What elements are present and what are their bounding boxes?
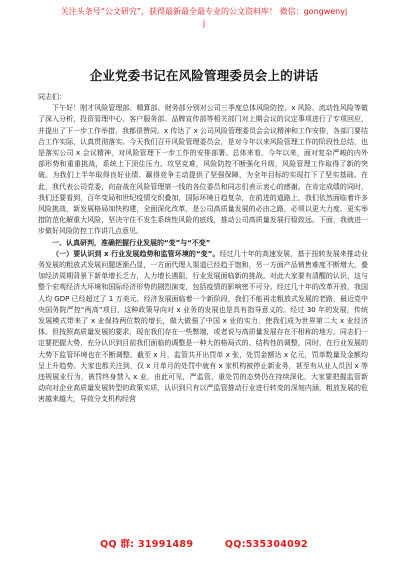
subsection-1-title: （一）要认识到 x 行业发展趋势和监管环境的“变”。 <box>52 249 220 258</box>
subsection-1 <box>38 249 368 406</box>
paragraph-opening: 下午好！刚才风险管理部、精算部、财务部分别对公司三季度总体风险防控、x 风险、流动性风险等做了深入分析，投资管理中心、客户服务部、品牌宣传部等相关部门对上期会议的议定事项进行了专项回应，并提出了下一步工作举措，我都很赞同。x 传达了 x 公司风险管理委员会会议精神和工作安排，各部门要结合工作实际，认真贯彻落实。今天我们召开风险管理委员会，是对今年以来风险管理工作的阶段性总结，也是落实公司 x 会议精神，对风险管理下一步工作的安排部署。总体来看，今年以来，面对复杂严峻的内外部形势和重重挑战，系统上下顶住压力、攻坚克难，风险防控不断强化升级，风险管理工作取得了新的突破。为我们上半年取得良好业绩、赢得竞争主动提供了坚强保障，为全年目标的实现打下了坚实基础。在此，我代表公司党委，向奋战在风险管理第一线的各位委员和同志们表示衷心的感谢。在肯定成绩的同时，我们还要看到，百年变局和世纪疫情交织叠加，国际环境日趋复杂，在前进的道路上，我们依然面临着许多风险挑战，新发展格局加快构建，全面深化改革，是公司高质量发展的必由之路，必须以更大力度、更实举措防范化解重大风险，坚决守住不发生系统性风险的底线，推动公司高质量发展行稳致远。下面，我就进一步做好风险防控工作讲几点意见。 <box>38 104 368 236</box>
greeting: 同志们： <box>38 93 66 101</box>
banner-line-2: j <box>202 19 206 28</box>
footer-contact <box>0 536 408 550</box>
footer-qq: QQ:535304092 <box>224 539 308 550</box>
banner-line-1: 关注头条号“公文研究”，获得最新最全最专业的公文资料库！ 微信：gongwenyj <box>60 7 348 16</box>
document-body <box>38 92 368 538</box>
header-banner <box>0 6 408 38</box>
document-title: 企业党委书记在风险管理委员会上的讲话 <box>89 68 319 83</box>
section-heading-1: 一、认真研判，准确把握行业发展的“变”与“不变” <box>52 238 211 247</box>
subsection-1-text: 经过几十年的高速发展，基于扭转发展来推动业务发展的粗放式发展问题逐渐凸显，一方面代理人渠道已经趋于饱和，另一方面产品销售难度不断增大，叠加经济周期背景下新单增长乏力，人力增长遇阻，行业发展面临新的挑战。对此大家要有清醒的认识，这与整个宏观经济大环境和国际经济形势的剧烈演变，包括疫情的影响密不可分。经过几十年的改革开放，我国人均 GDP 已经超过了 1 万美元，经济发展面临着一个新阶段，我们不能再走粗放式发展的老路，最近党中央国务院严控“两高”项目，这种政策导向对 x 业务的发展也是具有指导意义的。经过 30 年的发展，传统发展模式带来了 x 业保持两位数的增长，做大做强了中国 x 业的实力，使我们成为世界第二大 x 业经济体。但按照高质量发展的要求，现在我们存在一些弊端，或者说与高质量发展存在不相称的地方。同志们一定要把握大势，充分认识到目前我们面临的调整是一种大的格局式的、结构性的调整，同时，在行业发展的大势下监管环境也在不断调整。截至 x 月，监管共开出罚单 x 张，处罚金额达 x 亿元，罚单数量及金额均呈上升趋势。大家也都关注到，仅 x 月单月的处罚中就有 x 家机构被停止新业务，甚至有从业人员因 x 等违规展业行为，被罚终身禁入 x 业，由此可见，严监管、重处罚的态势仍在持续深化，大家要把握监管新动向对企业高质量发展转型的政策实质，认识到只有以严监管推动行业进行转变的深刻内涵，粗放发展的危害越来越大，导致分支机构经营 <box>38 249 368 404</box>
footer-qq-group: QQ 群: 31991489 <box>100 539 194 550</box>
